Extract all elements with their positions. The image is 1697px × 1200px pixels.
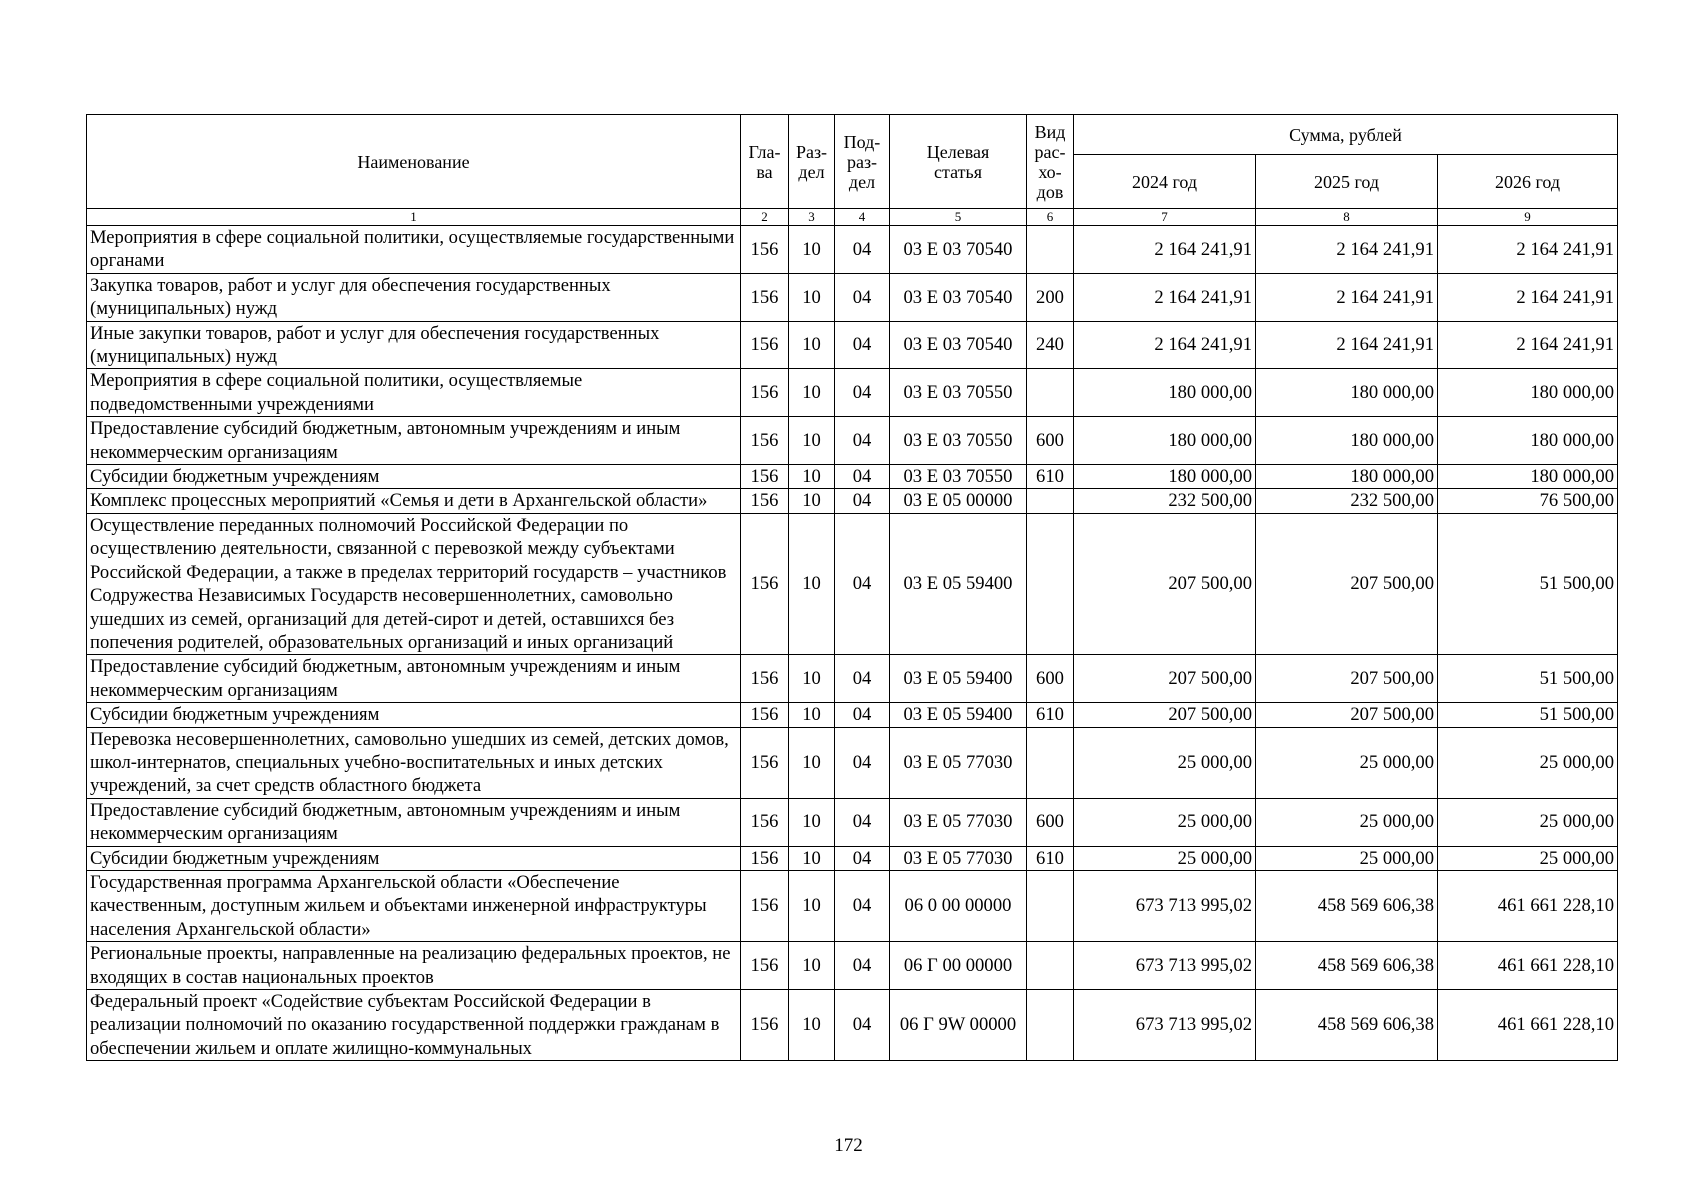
row-target: 03 Е 05 59400 (890, 703, 1027, 727)
row-amount-2026: 25 000,00 (1438, 727, 1618, 798)
row-name: Мероприятия в сфере социальной политики, осуществляемые государственными органами (87, 226, 741, 274)
row-glava: 156 (741, 513, 789, 654)
row-name: Государственная программа Архангельской области «Обеспечение качественным, доступным жильем и объектами инженерной инфраструктуры населения Архангельской области» (87, 870, 741, 941)
row-amount-2026: 51 500,00 (1438, 513, 1618, 654)
row-razdel: 10 (789, 990, 835, 1061)
row-podrazdel: 04 (835, 369, 890, 417)
row-amount-2025: 458 569 606,38 (1256, 942, 1438, 990)
row-glava: 156 (741, 226, 789, 274)
row-target: 03 Е 05 77030 (890, 727, 1027, 798)
row-amount-2026: 2 164 241,91 (1438, 321, 1618, 369)
row-vid: 240 (1027, 321, 1074, 369)
header-year-2024: 2024 год (1074, 155, 1256, 209)
row-vid: 610 (1027, 703, 1074, 727)
row-podrazdel: 04 (835, 489, 890, 513)
table-row (87, 942, 1618, 990)
row-amount-2024: 207 500,00 (1074, 513, 1256, 654)
column-number: 7 (1074, 209, 1256, 226)
row-amount-2024: 25 000,00 (1074, 846, 1256, 870)
row-target: 03 Е 05 77030 (890, 798, 1027, 846)
row-razdel: 10 (789, 273, 835, 321)
column-number-row (87, 209, 1618, 226)
table-row (87, 513, 1618, 654)
row-amount-2024: 180 000,00 (1074, 417, 1256, 465)
column-number: 9 (1438, 209, 1618, 226)
row-name: Закупка товаров, работ и услуг для обеспечения государственных (муниципальных) нужд (87, 273, 741, 321)
row-amount-2024: 25 000,00 (1074, 798, 1256, 846)
row-glava: 156 (741, 369, 789, 417)
row-amount-2025: 25 000,00 (1256, 727, 1438, 798)
header-year-2025: 2025 год (1256, 155, 1438, 209)
row-razdel: 10 (789, 655, 835, 703)
table-row (87, 465, 1618, 489)
row-vid (1027, 942, 1074, 990)
row-amount-2026: 2 164 241,91 (1438, 273, 1618, 321)
row-razdel: 10 (789, 369, 835, 417)
table-row (87, 846, 1618, 870)
row-podrazdel: 04 (835, 513, 890, 654)
header-year-2026: 2026 год (1438, 155, 1618, 209)
row-vid (1027, 727, 1074, 798)
row-target: 03 Е 03 70540 (890, 321, 1027, 369)
row-target: 03 Е 05 00000 (890, 489, 1027, 513)
row-amount-2025: 232 500,00 (1256, 489, 1438, 513)
table-row (87, 417, 1618, 465)
row-amount-2024: 232 500,00 (1074, 489, 1256, 513)
row-podrazdel: 04 (835, 846, 890, 870)
row-podrazdel: 04 (835, 655, 890, 703)
row-podrazdel: 04 (835, 417, 890, 465)
row-razdel: 10 (789, 417, 835, 465)
row-amount-2026: 25 000,00 (1438, 846, 1618, 870)
row-name: Предоставление субсидий бюджетным, автономным учреждениям и иным некоммерческим организациям (87, 798, 741, 846)
row-razdel: 10 (789, 798, 835, 846)
row-name: Предоставление субсидий бюджетным, автономным учреждениям и иным некоммерческим организациям (87, 655, 741, 703)
column-number: 3 (789, 209, 835, 226)
row-amount-2024: 180 000,00 (1074, 465, 1256, 489)
document-page (86, 114, 1617, 1061)
row-name: Субсидии бюджетным учреждениям (87, 703, 741, 727)
row-name: Федеральный проект «Содействие субъектам Российской Федерации в реализации полномочий по оказанию государственной поддержки гражданам в обеспечении жильем и оплате жилищно-коммунальных (87, 990, 741, 1061)
row-amount-2024: 180 000,00 (1074, 369, 1256, 417)
row-amount-2024: 673 713 995,02 (1074, 990, 1256, 1061)
row-name: Региональные проекты, направленные на реализацию федеральных проектов, не входящих в состав национальных проектов (87, 942, 741, 990)
row-amount-2025: 207 500,00 (1256, 513, 1438, 654)
row-amount-2024: 207 500,00 (1074, 703, 1256, 727)
row-razdel: 10 (789, 489, 835, 513)
row-podrazdel: 04 (835, 273, 890, 321)
row-glava: 156 (741, 990, 789, 1061)
row-target: 03 Е 03 70550 (890, 369, 1027, 417)
table-row (87, 703, 1618, 727)
table-row (87, 273, 1618, 321)
row-target: 03 Е 05 77030 (890, 846, 1027, 870)
row-amount-2024: 2 164 241,91 (1074, 273, 1256, 321)
table-row (87, 369, 1618, 417)
row-amount-2026: 76 500,00 (1438, 489, 1618, 513)
row-amount-2025: 180 000,00 (1256, 465, 1438, 489)
row-amount-2026: 51 500,00 (1438, 703, 1618, 727)
row-podrazdel: 04 (835, 727, 890, 798)
header-glava: Гла- ва (741, 115, 789, 209)
row-amount-2025: 25 000,00 (1256, 846, 1438, 870)
table-row (87, 990, 1618, 1061)
row-glava: 156 (741, 942, 789, 990)
row-vid: 600 (1027, 417, 1074, 465)
row-vid (1027, 990, 1074, 1061)
row-vid: 200 (1027, 273, 1074, 321)
row-amount-2026: 2 164 241,91 (1438, 226, 1618, 274)
page-number: 172 (834, 1135, 863, 1156)
row-vid: 600 (1027, 798, 1074, 846)
row-target: 03 Е 03 70550 (890, 465, 1027, 489)
table-row (87, 870, 1618, 941)
row-name: Субсидии бюджетным учреждениям (87, 846, 741, 870)
row-razdel: 10 (789, 513, 835, 654)
row-name: Перевозка несовершеннолетних, самовольно ушедших из семей, детских домов, школ-интернатов, специальных учебно-воспитательных и иных детских учреждений, за счет средств областного бюджета (87, 727, 741, 798)
row-razdel: 10 (789, 846, 835, 870)
row-amount-2026: 461 661 228,10 (1438, 870, 1618, 941)
row-amount-2026: 180 000,00 (1438, 417, 1618, 465)
row-amount-2025: 2 164 241,91 (1256, 321, 1438, 369)
row-amount-2025: 207 500,00 (1256, 703, 1438, 727)
row-glava: 156 (741, 727, 789, 798)
row-glava: 156 (741, 870, 789, 941)
row-name: Иные закупки товаров, работ и услуг для обеспечения государственных (муниципальных) нужд (87, 321, 741, 369)
row-amount-2025: 458 569 606,38 (1256, 870, 1438, 941)
column-number: 2 (741, 209, 789, 226)
row-name: Предоставление субсидий бюджетным, автономным учреждениям и иным некоммерческим организациям (87, 417, 741, 465)
row-razdel: 10 (789, 321, 835, 369)
row-amount-2026: 25 000,00 (1438, 798, 1618, 846)
row-amount-2025: 2 164 241,91 (1256, 226, 1438, 274)
row-name: Субсидии бюджетным учреждениям (87, 465, 741, 489)
header-razdel: Раз- дел (789, 115, 835, 209)
column-number: 5 (890, 209, 1027, 226)
table-row (87, 655, 1618, 703)
row-podrazdel: 04 (835, 942, 890, 990)
row-name: Мероприятия в сфере социальной политики, осуществляемые подведомственными учреждениями (87, 369, 741, 417)
column-number: 4 (835, 209, 890, 226)
row-amount-2026: 180 000,00 (1438, 369, 1618, 417)
header-name: Наименование (87, 115, 741, 209)
column-number: 8 (1256, 209, 1438, 226)
table-row (87, 727, 1618, 798)
row-podrazdel: 04 (835, 226, 890, 274)
row-target: 03 Е 03 70550 (890, 417, 1027, 465)
row-target: 03 Е 03 70540 (890, 273, 1027, 321)
row-vid (1027, 489, 1074, 513)
row-target: 06 Г 00 00000 (890, 942, 1027, 990)
row-amount-2024: 25 000,00 (1074, 727, 1256, 798)
row-glava: 156 (741, 321, 789, 369)
row-vid: 610 (1027, 465, 1074, 489)
row-target: 06 Г 9W 00000 (890, 990, 1027, 1061)
row-glava: 156 (741, 273, 789, 321)
row-podrazdel: 04 (835, 870, 890, 941)
table-row (87, 798, 1618, 846)
row-vid (1027, 513, 1074, 654)
row-name: Осуществление переданных полномочий Российской Федерации по осуществлению деятельности, связанной с перевозкой между субъектами Российской Федерации, а также в пределах территорий государств – участников Содружества Независимых Государств несовершеннолетних, самовольно ушедших из семей, организаций для детей-сирот и детей, оставшихся без попечения родителей, образовательных организаций и иных организаций (87, 513, 741, 654)
row-amount-2026: 180 000,00 (1438, 465, 1618, 489)
row-vid: 610 (1027, 846, 1074, 870)
row-amount-2025: 180 000,00 (1256, 369, 1438, 417)
row-amount-2025: 25 000,00 (1256, 798, 1438, 846)
row-target: 03 Е 05 59400 (890, 513, 1027, 654)
table-row (87, 321, 1618, 369)
column-number: 1 (87, 209, 741, 226)
row-vid (1027, 226, 1074, 274)
row-target: 03 Е 03 70540 (890, 226, 1027, 274)
row-vid: 600 (1027, 655, 1074, 703)
row-amount-2024: 2 164 241,91 (1074, 321, 1256, 369)
row-amount-2025: 207 500,00 (1256, 655, 1438, 703)
header-vid: Вид рас- хо- дов (1027, 115, 1074, 209)
row-glava: 156 (741, 846, 789, 870)
row-amount-2025: 458 569 606,38 (1256, 990, 1438, 1061)
table-body (87, 226, 1618, 1061)
row-amount-2024: 2 164 241,91 (1074, 226, 1256, 274)
row-glava: 156 (741, 489, 789, 513)
row-razdel: 10 (789, 870, 835, 941)
row-razdel: 10 (789, 465, 835, 489)
table-row (87, 489, 1618, 513)
row-podrazdel: 04 (835, 465, 890, 489)
row-vid (1027, 870, 1074, 941)
row-name: Комплекс процессных мероприятий «Семья и дети в Архангельской области» (87, 489, 741, 513)
row-glava: 156 (741, 417, 789, 465)
budget-table (86, 114, 1618, 1061)
row-razdel: 10 (789, 703, 835, 727)
row-amount-2025: 180 000,00 (1256, 417, 1438, 465)
row-razdel: 10 (789, 226, 835, 274)
header-podrazdel: Под- раз- дел (835, 115, 890, 209)
row-amount-2025: 2 164 241,91 (1256, 273, 1438, 321)
row-razdel: 10 (789, 727, 835, 798)
row-glava: 156 (741, 655, 789, 703)
row-razdel: 10 (789, 942, 835, 990)
row-amount-2024: 673 713 995,02 (1074, 870, 1256, 941)
row-glava: 156 (741, 465, 789, 489)
row-amount-2026: 461 661 228,10 (1438, 942, 1618, 990)
header-target: Целевая статья (890, 115, 1027, 209)
column-number: 6 (1027, 209, 1074, 226)
row-amount-2024: 207 500,00 (1074, 655, 1256, 703)
row-amount-2024: 673 713 995,02 (1074, 942, 1256, 990)
row-podrazdel: 04 (835, 703, 890, 727)
row-vid (1027, 369, 1074, 417)
row-glava: 156 (741, 798, 789, 846)
row-target: 06 0 00 00000 (890, 870, 1027, 941)
header-sum: Сумма, рублей (1074, 115, 1618, 155)
row-podrazdel: 04 (835, 990, 890, 1061)
row-target: 03 Е 05 59400 (890, 655, 1027, 703)
row-podrazdel: 04 (835, 321, 890, 369)
row-amount-2026: 51 500,00 (1438, 655, 1618, 703)
row-amount-2026: 461 661 228,10 (1438, 990, 1618, 1061)
row-glava: 156 (741, 703, 789, 727)
table-row (87, 226, 1618, 274)
row-podrazdel: 04 (835, 798, 890, 846)
